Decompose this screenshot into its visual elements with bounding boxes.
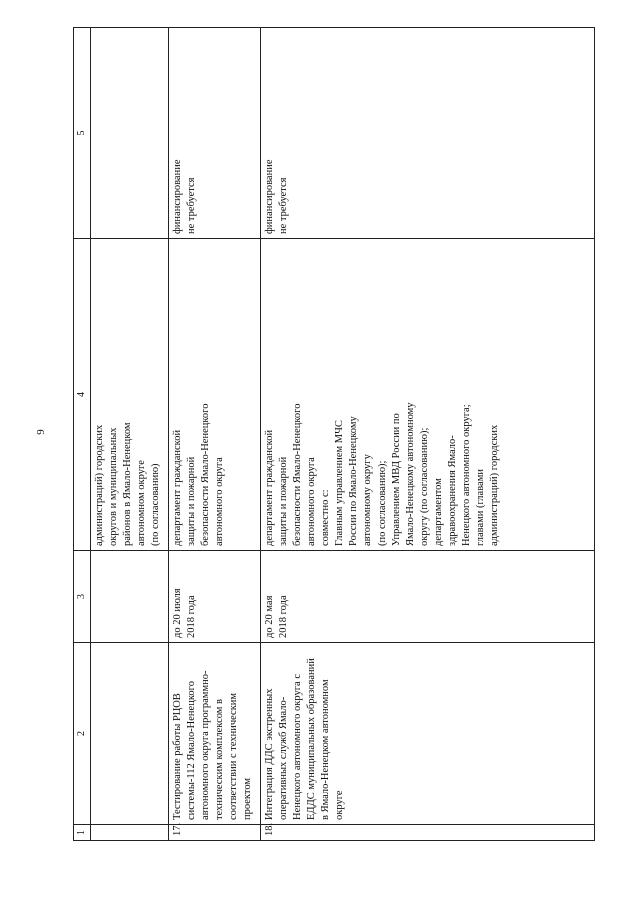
financing-cell: финансирование не требуется [169, 28, 261, 239]
task-cell: Тестирование работы РЦОВ системы-112 Ямало-Ненецкого автономного округа программно- техническим комплексом в соответствии с техническим проектом [169, 643, 261, 825]
table-row [261, 28, 595, 841]
header-col-4: 4 [74, 239, 91, 551]
financing-cell: финансирование не требуется [261, 28, 595, 239]
row-number: 17. [169, 825, 261, 841]
header-col-3: 3 [74, 551, 91, 643]
deadline-cell: до 20 мая 2018 года [261, 551, 595, 643]
deadline-cell: до 20 июля 2018 года [169, 551, 261, 643]
task-cell: Интеграция ДДС экстренных оперативных служб Ямало- Ненецкого автономного округа с ЕДДС муниципальных образований в Ямало-Ненецком автономном округе [261, 643, 595, 825]
executor-cell: администраций) городских округов и муниципальных районов в Ямало-Ненецком автономном округе (по согласованию) [91, 239, 169, 551]
table-row [91, 28, 169, 841]
header-col-5: 5 [74, 28, 91, 239]
deadline-cell [91, 551, 169, 643]
plan-table [73, 27, 595, 841]
row-number: 18. [261, 825, 595, 841]
executor-cell: департамент гражданской защиты и пожарной безопасности Ямало-Ненецкого автономного округа [169, 239, 261, 551]
financing-cell [91, 28, 169, 239]
document-sheet [73, 28, 595, 841]
header-row [74, 28, 91, 841]
page-number: 9 [34, 429, 47, 435]
executor-cell: департамент гражданской защиты и пожарной безопасности Ямало-Ненецкого автономного округа совместно с: Главным управлением МЧС России по Ямало-Ненецкому автономному округу (по согласованию); Управлением МВД России по Ямало-Ненецкому автономному округу (по согласованию); департаментом здравоохранения Ямало- Ненецкого автономного округа; главами (главами администраций) городских [261, 239, 595, 551]
task-cell [91, 643, 169, 825]
rotated-table-container [73, 28, 595, 841]
header-col-1: 1 [74, 825, 91, 841]
table-row [169, 28, 261, 841]
row-number [91, 825, 169, 841]
header-col-2: 2 [74, 643, 91, 825]
